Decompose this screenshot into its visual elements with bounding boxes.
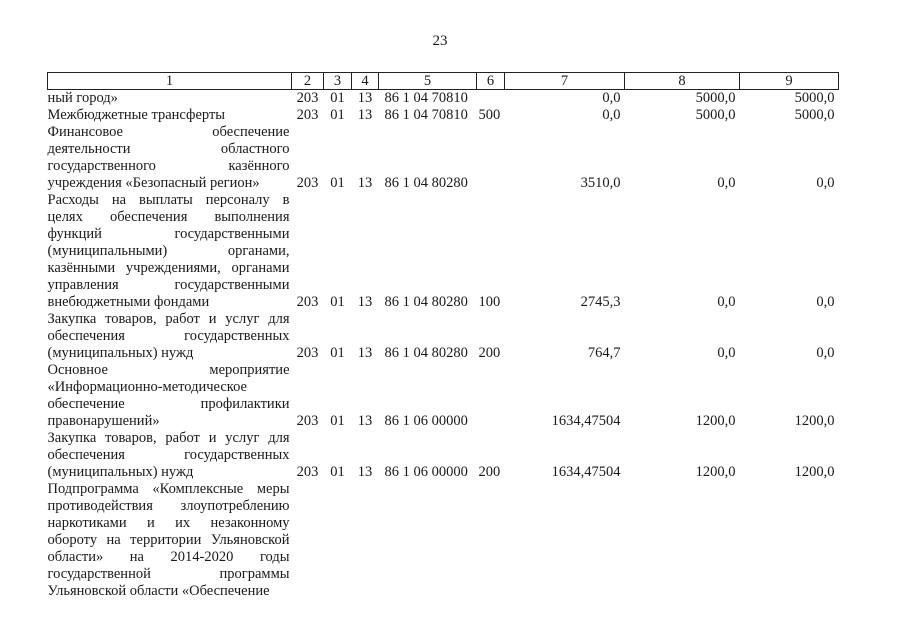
row-code-5: 86 1 04 70810 — [384, 107, 468, 123]
row-value-7: 2745,3 — [580, 294, 621, 310]
row-name: Подпрограмма «Комплексные меры противодействия злоупотреблению наркотиками и их незаконному обороту на территории Ульяновской области» на 2014-2020 годы государственной программы Ульяновской области «Обеспечение — [47, 481, 290, 599]
row-value-9: 5000,0 — [794, 107, 835, 123]
row-code-2: 203 — [296, 345, 319, 361]
row-code-6 — [477, 362, 505, 430]
row-value-7: 764,7 — [587, 345, 621, 361]
row-code-5: 86 1 06 00000 — [384, 413, 468, 429]
row-value-7: 1634,47504 — [551, 464, 621, 480]
row-value-7: 3510,0 — [580, 175, 621, 191]
row-name: Основное мероприятие «Информационно-методическое обеспечение профилактики правонарушений» — [47, 362, 290, 429]
row-value-9: 0,0 — [816, 175, 835, 191]
row-code-2: 203 — [296, 175, 319, 191]
row-code-4: 13 — [357, 345, 373, 361]
table-row — [48, 192, 839, 311]
row-value-9: 0,0 — [816, 294, 835, 310]
row-code-5: 86 1 04 70810 — [384, 90, 468, 106]
row-value-7: 1634,47504 — [551, 413, 621, 429]
row-code-3: 01 — [330, 345, 345, 361]
row-code-2 — [292, 481, 324, 600]
column-header-1: 1 — [48, 73, 292, 90]
column-header-5: 5 — [379, 73, 477, 90]
row-code-6: 200 — [478, 464, 501, 480]
row-code-4: 13 — [357, 413, 373, 429]
row-value-9 — [740, 481, 839, 600]
row-code-4 — [352, 481, 379, 600]
column-header-7: 7 — [505, 73, 625, 90]
row-name: Межбюджетные трансферты — [47, 107, 226, 123]
row-value-8 — [625, 481, 740, 600]
row-code-3: 01 — [330, 464, 345, 480]
row-code-4: 13 — [357, 175, 373, 191]
row-name: Закупка товаров, работ и услуг для обеспечения государственных (муниципальных) нужд — [47, 430, 290, 480]
row-code-6 — [477, 90, 505, 108]
row-code-5: 86 1 04 80280 — [384, 345, 468, 361]
row-value-8: 0,0 — [717, 175, 736, 191]
row-name: Финансовое обеспечение деятельности областного государственного казённого учреждения «Безопасный регион» — [47, 124, 290, 191]
row-code-4: 13 — [357, 90, 373, 106]
row-code-6: 500 — [478, 107, 501, 123]
row-code-3: 01 — [330, 90, 345, 106]
row-value-7: 0,0 — [602, 90, 621, 106]
row-value-9: 5000,0 — [794, 90, 835, 106]
row-value-8: 5000,0 — [695, 107, 736, 123]
budget-table — [47, 72, 839, 600]
row-code-6: 100 — [478, 294, 501, 310]
table-row — [48, 90, 839, 108]
row-code-3 — [324, 481, 352, 600]
row-value-8: 0,0 — [717, 345, 736, 361]
row-value-8: 5000,0 — [695, 90, 736, 106]
row-name: Расходы на выплаты персоналу в целях обеспечения выполнения функций государственными (муниципальными) органами, казёнными учреждениями, органами управления государственными внебюджетными фондами — [47, 192, 290, 310]
column-header-6: 6 — [477, 73, 505, 90]
row-value-8: 1200,0 — [695, 413, 736, 429]
column-header-9: 9 — [740, 73, 839, 90]
row-value-8: 0,0 — [717, 294, 736, 310]
row-code-2: 203 — [296, 90, 319, 106]
row-code-3: 01 — [330, 413, 345, 429]
table-row — [48, 430, 839, 481]
row-code-6 — [477, 481, 505, 600]
row-code-6: 200 — [478, 345, 501, 361]
column-header-4: 4 — [352, 73, 379, 90]
row-name: Закупка товаров, работ и услуг для обеспечения государственных (муниципальных) нужд — [47, 311, 290, 361]
table-header-row — [48, 73, 839, 90]
row-code-3: 01 — [330, 175, 345, 191]
page-number: 23 — [432, 33, 448, 49]
row-value-8: 1200,0 — [695, 464, 736, 480]
row-code-2: 203 — [296, 464, 319, 480]
table-row — [48, 124, 839, 192]
row-code-6 — [477, 124, 505, 192]
row-code-5: 86 1 04 80280 — [384, 175, 468, 191]
table-row — [48, 311, 839, 362]
row-value-7 — [505, 481, 625, 600]
row-value-9: 0,0 — [816, 345, 835, 361]
column-header-8: 8 — [625, 73, 740, 90]
row-name: ный город» — [47, 90, 118, 106]
row-code-2: 203 — [296, 413, 319, 429]
row-code-5: 86 1 04 80280 — [384, 294, 468, 310]
row-code-3: 01 — [330, 107, 345, 123]
row-code-3: 01 — [330, 294, 345, 310]
row-value-7: 0,0 — [602, 107, 621, 123]
table-row — [48, 362, 839, 430]
row-code-5: 86 1 06 00000 — [384, 464, 468, 480]
table-row — [48, 107, 839, 124]
row-code-4: 13 — [357, 294, 373, 310]
row-code-2: 203 — [296, 294, 319, 310]
row-value-9: 1200,0 — [794, 464, 835, 480]
table-row — [48, 481, 839, 600]
row-value-9: 1200,0 — [794, 413, 835, 429]
column-header-3: 3 — [324, 73, 352, 90]
row-code-4: 13 — [357, 107, 373, 123]
column-header-2: 2 — [292, 73, 324, 90]
row-code-2: 203 — [296, 107, 319, 123]
row-code-5 — [379, 481, 477, 600]
row-code-4: 13 — [357, 464, 373, 480]
